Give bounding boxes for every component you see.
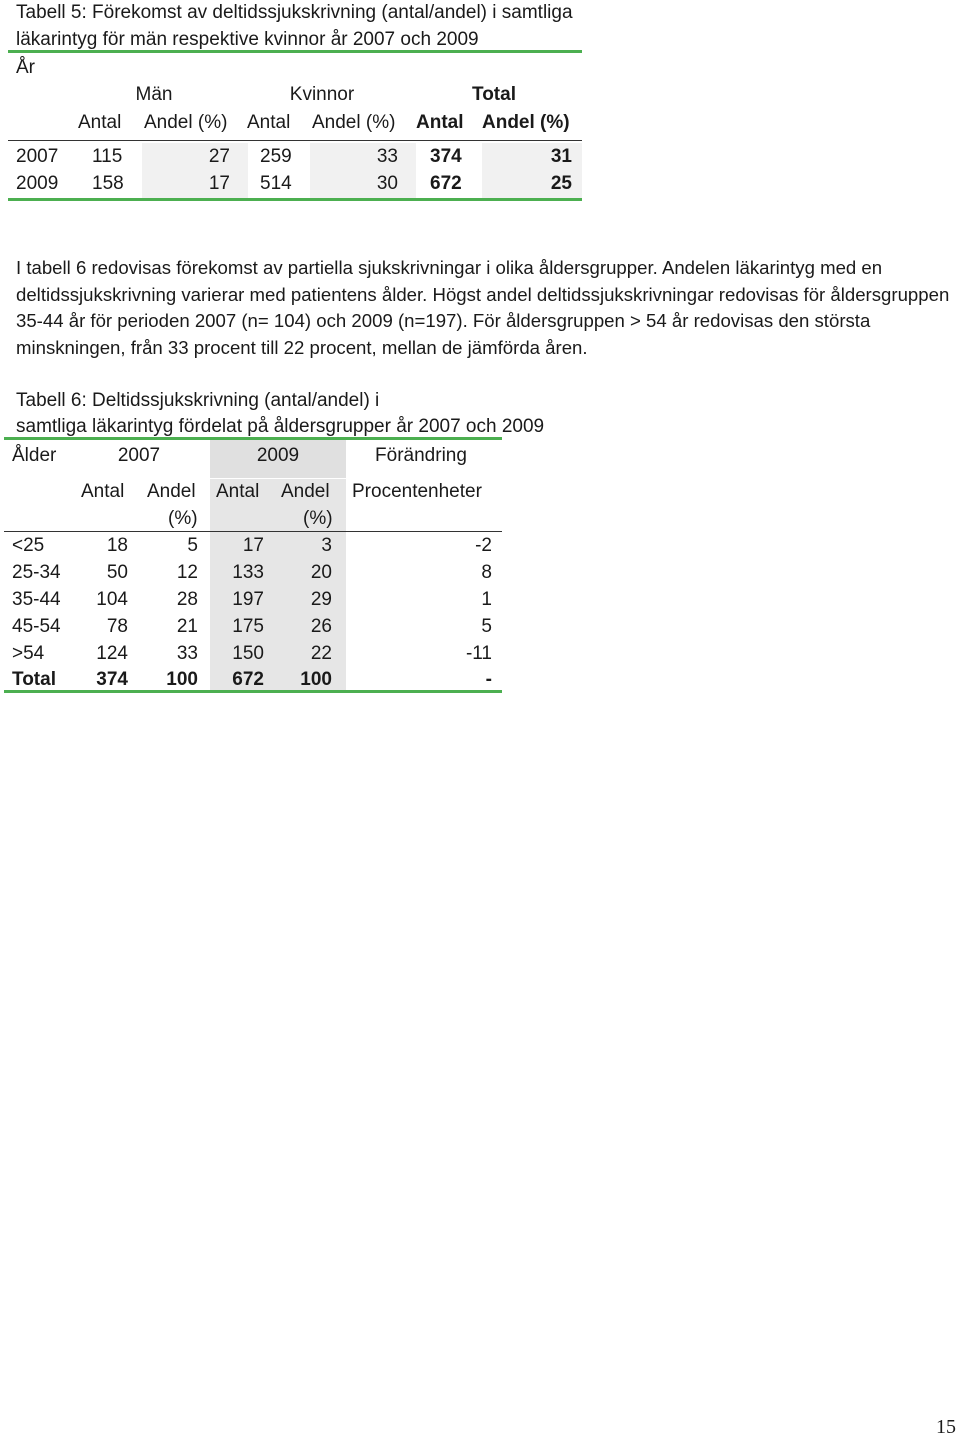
table6-cell: 150 xyxy=(232,643,264,664)
table6-row-age: 45-54 xyxy=(12,616,61,637)
paragraph-sentence: Högst andel deltidssjukskrivningar redovisas för åldersgruppen 35-44 år för perioden 2007 (n= 104) och 2009 (n=197). xyxy=(16,283,950,332)
table6-caption-line1: Tabell 6: Deltidssjukskrivning (antal/andel) i xyxy=(16,390,380,411)
table5-year-label: År xyxy=(16,57,35,78)
table6-cell: 20 xyxy=(310,562,332,583)
table6-cell: -11 xyxy=(465,643,492,664)
paragraph-sentence: Andelen läkarintyg med en deltidssjukskrivning varierar med patientens ålder. xyxy=(16,257,883,305)
table6-cell: 8 xyxy=(481,562,492,583)
table6-sub-andel-2009: Andel xyxy=(281,481,330,502)
table5-cell: 514 xyxy=(260,173,292,194)
table5-group-total: Total xyxy=(472,84,516,105)
table6-cell: 78 xyxy=(106,616,128,637)
body-paragraph xyxy=(16,255,951,362)
table6-cell: 21 xyxy=(176,616,198,637)
table6-cell: 1 xyxy=(481,589,492,610)
table6-cell: 33 xyxy=(176,643,198,664)
table5-sub-andel-total: Andel (%) xyxy=(482,112,570,133)
table6-cell: 22 xyxy=(310,643,332,664)
table6-cell: 28 xyxy=(176,589,198,610)
table6-row-age: 25-34 xyxy=(12,562,61,583)
table6-cell: 104 xyxy=(96,589,128,610)
table6-cell: 3 xyxy=(321,535,332,556)
table6-cell: 5 xyxy=(187,535,198,556)
table5-sub-antal-kvinnor: Antal xyxy=(247,112,291,133)
table6-header-rule xyxy=(4,531,502,532)
table6-row-age: 35-44 xyxy=(12,589,61,610)
table5-cell: 158 xyxy=(92,173,124,194)
table6-cell-total: 672 xyxy=(232,669,264,690)
paragraph-sentence: I tabell 6 redovisas förekomst av partiella sjukskrivningar i olika åldersgrupper. xyxy=(16,257,658,278)
table5-sub-andel-man: Andel (%) xyxy=(144,112,228,133)
table5-group-man: Män xyxy=(135,84,173,105)
table6-cell: 197 xyxy=(232,589,264,610)
table6-sub-antal-2009: Antal xyxy=(216,481,260,502)
table6-header-alder: Ålder xyxy=(12,445,57,466)
table6-cell-total: 100 xyxy=(166,669,198,690)
table6-sub-antal-2007: Antal xyxy=(81,481,125,502)
table6-cell: 175 xyxy=(232,616,264,637)
table6-cell: 17 xyxy=(242,535,264,556)
table5-cell: 115 xyxy=(92,146,123,167)
table5-sub-antal-man: Antal xyxy=(78,112,122,133)
table5-group-kvinnor: Kvinnor xyxy=(289,84,355,105)
table6-caption-line2: samtliga läkarintyg fördelat på åldersgrupper år 2007 och 2009 xyxy=(16,416,545,437)
table6-cell-total: 100 xyxy=(300,669,332,690)
table5-cell: 31 xyxy=(550,146,572,167)
table5-header-rule xyxy=(8,140,582,141)
table6-sub-andel-2007: Andel xyxy=(147,481,196,502)
table6 xyxy=(4,437,502,697)
table5-sub-andel-kvinnor: Andel (%) xyxy=(312,112,396,133)
table5-caption-line1: Tabell 5: Förekomst av deltidssjukskrivning (antal/andel) i samtliga xyxy=(16,2,573,23)
table6-cell: 18 xyxy=(106,535,128,556)
table6-row-age: <25 xyxy=(12,535,45,556)
table6-cell: 133 xyxy=(232,562,264,583)
table6-cell-total: 374 xyxy=(96,669,128,690)
table5-bottom-rule xyxy=(8,198,582,201)
table6-cell: -2 xyxy=(475,535,492,556)
table5-cell: 17 xyxy=(208,173,230,194)
table5-sub-antal-total: Antal xyxy=(416,112,464,133)
table6-header-2007: 2007 xyxy=(117,445,161,466)
table6-cell: 5 xyxy=(481,616,492,637)
table6-cell: 124 xyxy=(96,643,128,664)
table5-cell: 30 xyxy=(376,173,398,194)
table5-cell: 374 xyxy=(430,146,462,167)
table6-cell: 12 xyxy=(176,562,198,583)
table5-cell: 33 xyxy=(376,146,398,167)
table6-cell: 29 xyxy=(310,589,332,610)
table6-row-age-total: Total xyxy=(12,669,56,690)
table5-top-rule xyxy=(8,50,582,53)
page-number: 15 xyxy=(936,1416,956,1438)
table6-sub-procentenheter: Procentenheter xyxy=(352,481,482,502)
table6-bottom-rule xyxy=(4,690,502,693)
table6-sub-andel-2009-unit: (%) xyxy=(303,508,333,529)
table6-cell-total: - xyxy=(485,669,492,690)
table5-row-year: 2007 xyxy=(16,146,59,167)
table5 xyxy=(8,50,582,202)
table6-cell: 50 xyxy=(106,562,128,583)
table5-cell: 25 xyxy=(550,173,572,194)
table6-row-age: >54 xyxy=(12,643,45,664)
paragraph-sentence: För åldersgruppen > 54 år redovisas den största minskningen, från 33 procent till 22 procent, mellan de jämförda åren. xyxy=(16,310,871,359)
table6-header-2009: 2009 xyxy=(256,445,300,466)
table6-sub-andel-2007-unit: (%) xyxy=(168,508,198,529)
table5-cell: 672 xyxy=(430,173,462,194)
table6-cell: 26 xyxy=(310,616,332,637)
table5-cell: 27 xyxy=(208,146,230,167)
table5-caption-line2: läkarintyg för män respektive kvinnor år 2007 och 2009 xyxy=(16,29,479,50)
table5-row-year: 2009 xyxy=(16,173,59,194)
table6-header-forandring: Förändring xyxy=(375,445,467,466)
table5-cell: 259 xyxy=(260,146,292,167)
